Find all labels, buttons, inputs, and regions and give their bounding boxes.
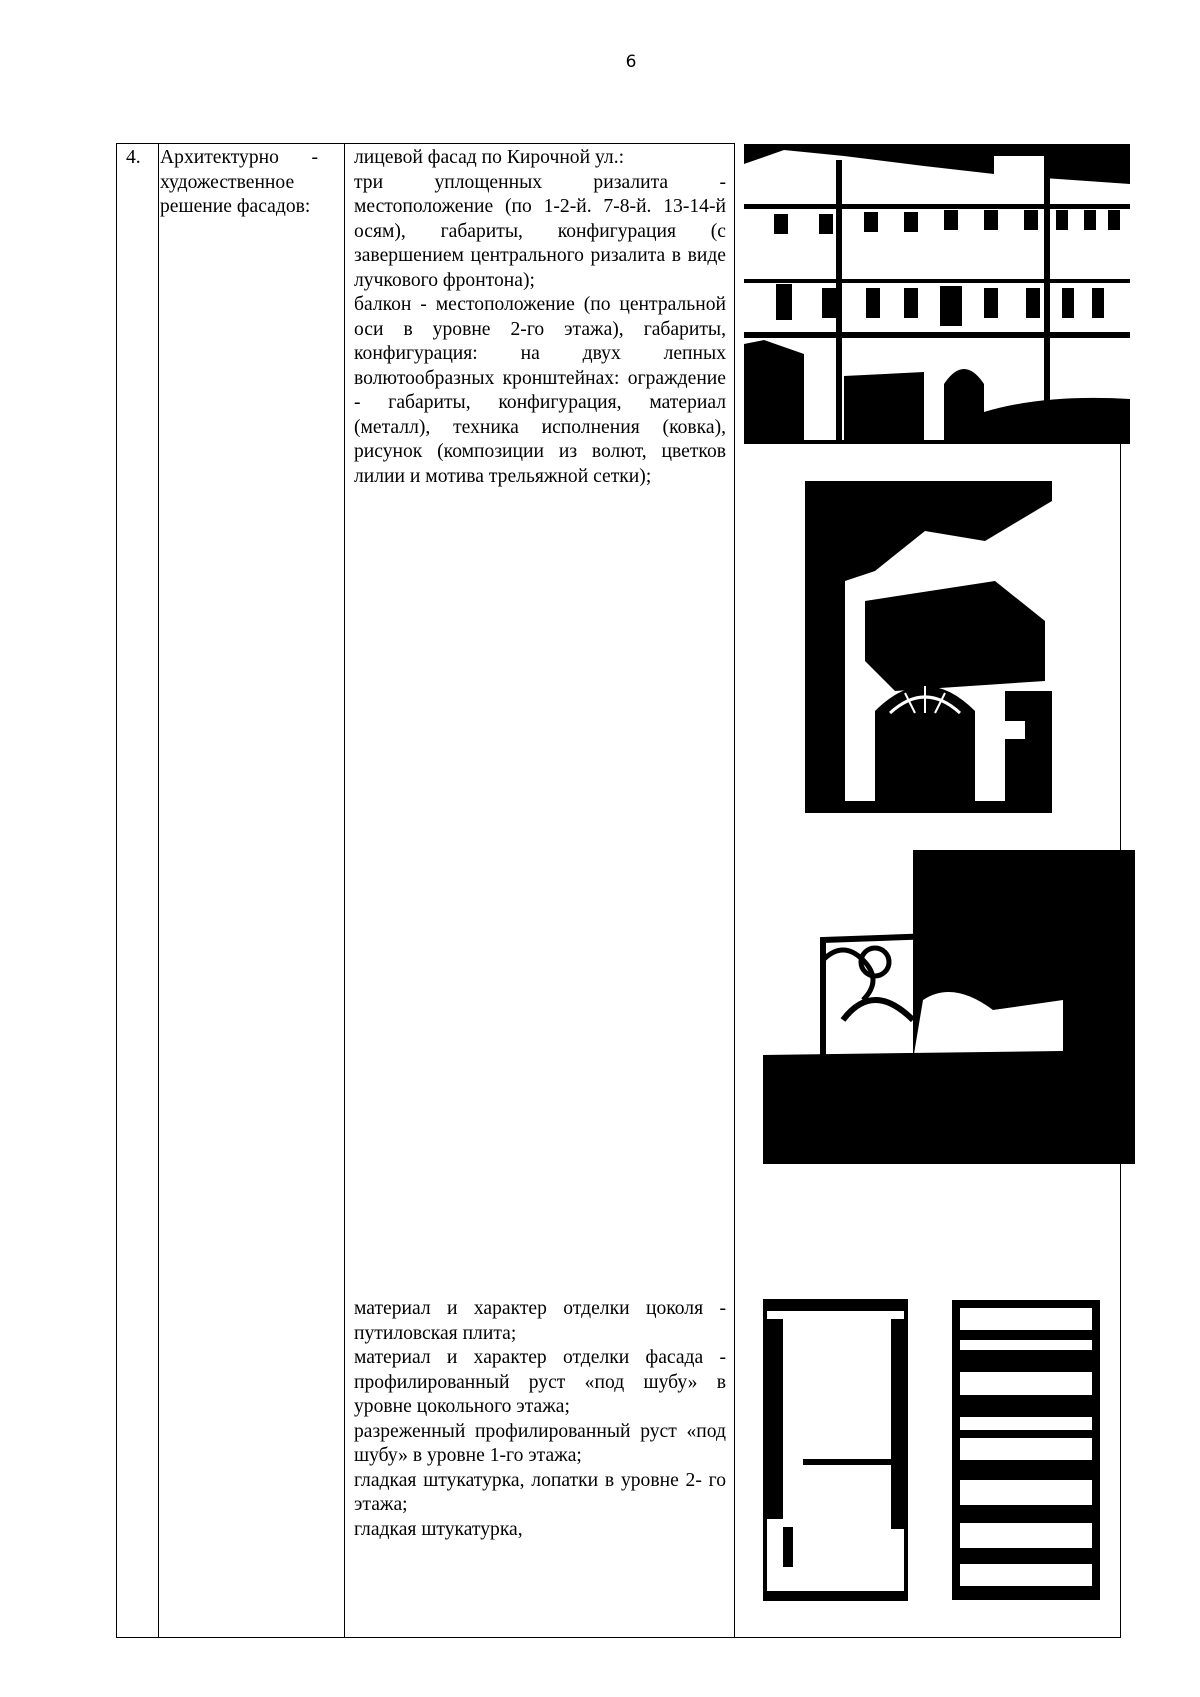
table-border-left bbox=[116, 143, 117, 1638]
column-divider-1 bbox=[158, 143, 159, 1638]
facade-description bbox=[354, 146, 726, 489]
table-border-bottom bbox=[116, 1637, 1120, 1638]
rustication-photo bbox=[952, 1300, 1100, 1600]
description-line: материал и характер отделки фасада - профилированный руст «под шубу» в уровне цокольного этажа; bbox=[354, 1347, 726, 1417]
finish-description bbox=[354, 1297, 726, 1542]
row-number: 4. bbox=[126, 147, 141, 168]
column-divider-3 bbox=[734, 143, 735, 1638]
description-line: гладкая штукатурка, bbox=[354, 1518, 523, 1540]
table-border-top bbox=[116, 143, 734, 144]
description-line: три уплощенных ризалита - местоположение (по 1-2-й. 7-8-й. 13-14-й осям), габариты, конфигурация (с завершением центрального ризалита в виде лучкового фронтона); bbox=[354, 171, 726, 291]
plinth-finish-photo bbox=[763, 1299, 908, 1601]
balcony-railing-photo bbox=[763, 850, 1135, 1164]
description-line: гладкая штукатурка, лопатки в уровне 2- го этажа; bbox=[354, 1469, 726, 1515]
row-title: Архитектурно - художественное решение фасадов: bbox=[160, 147, 318, 217]
page-number: 6 bbox=[625, 52, 637, 72]
facade-photo bbox=[744, 144, 1130, 444]
column-divider-2 bbox=[344, 143, 345, 1638]
description-line: лицевой фасад по Кирочной ул.: bbox=[354, 147, 625, 168]
balcony-brackets-photo bbox=[805, 481, 1052, 813]
description-line: материал и характер отделки цоколя - путиловская плита; bbox=[354, 1298, 726, 1344]
description-line: разреженный профилированный руст «под шубу» в уровне 1-го этажа; bbox=[354, 1420, 726, 1466]
description-line: балкон - местоположение (по центральной оси в уровне 2-го этажа), габариты, конфигурация: на двух лепных волютообразных кронштейнах: ограждение - габариты, конфигурация, материал (металл), техника исполнения (ковка), рисунок (композиции из волют, цветков лилии и мотива трельяжной сетки); bbox=[354, 294, 726, 487]
